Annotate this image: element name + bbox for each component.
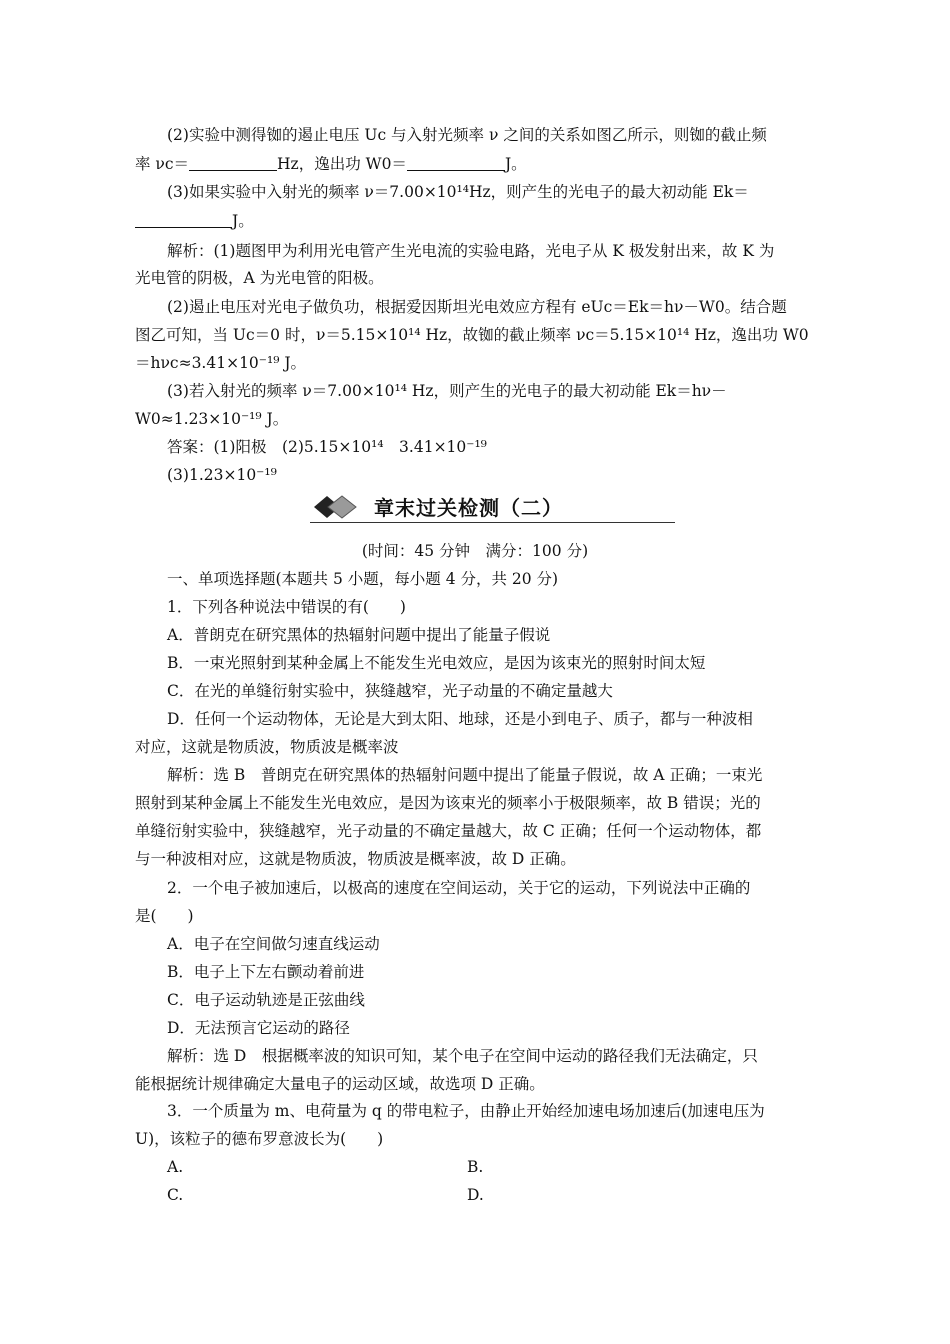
analysis-line: W0≈1.23×10⁻¹⁹ J。 [135, 410, 289, 428]
option-b: B. [467, 1158, 484, 1176]
option-d: D. [467, 1186, 484, 1204]
option-c: C. [167, 1186, 184, 1204]
analysis-line: (2)遏止电压对光电子做负功，根据爱因斯坦光电效应方程有 eUc＝Ek＝hν－W0。结合题 [167, 298, 787, 316]
q-prev-part3-unit: J。 [232, 212, 254, 230]
section-heading [310, 495, 675, 525]
answer-line: (3)1.23×10⁻¹⁹ [167, 466, 277, 484]
answer-blank [407, 154, 505, 171]
analysis-line: 解析：(1)题图甲为利用光电管产生光电流的实验电路，光电子从 K 极发射出来，故 K 为 [167, 242, 775, 260]
answer-blank [135, 211, 232, 228]
option-d: D．任何一个运动物体，无论是大到太阳、地球，还是小到电子、质子，都与一种波相 [167, 710, 753, 728]
analysis-line: 能根据统计规律确定大量电子的运动区域，故选项 D 正确。 [135, 1075, 545, 1093]
question-stem: 2．一个电子被加速后，以极高的速度在空间运动，关于它的运动，下列说法中正确的 [167, 879, 751, 897]
question-stem-continued: U)，该粒子的德布罗意波长为( ) [135, 1130, 384, 1148]
analysis-line: 图乙可知，当 Uc＝0 时，ν＝5.15×10¹⁴ Hz，故铷的截止频率 νc＝5.15×10¹⁴ Hz，逸出功 W0 [135, 326, 809, 344]
question-stem: 3．一个质量为 m、电荷量为 q 的带电粒子，由静止开始经加速电场加速后(加速电压为 [167, 1102, 765, 1120]
analysis-line: 与一种波相对应，这就是物质波，物质波是概率波，故 D 正确。 [135, 850, 576, 868]
option-c: C．在光的单缝衍射实验中，狭缝越窄，光子动量的不确定量越大 [167, 682, 613, 700]
q-prev-part2-line2 [135, 153, 527, 175]
analysis-line: 单缝衍射实验中，狭缝越窄，光子动量的不确定量越大，故 C 正确；任何一个运动物体，都 [135, 822, 762, 840]
analysis-line: 光电管的阴极，A 为光电管的阳极。 [135, 269, 384, 287]
option-c: C．电子运动轨迹是正弦曲线 [167, 991, 365, 1009]
option-b: B．一束光照射到某种金属上不能发生光电效应，是因为该束光的照射时间太短 [167, 654, 706, 672]
option-d-continued: 对应，这就是物质波，物质波是概率波 [135, 738, 399, 756]
answer-blank [189, 154, 277, 171]
section-title: 章末过关检测（二） [374, 496, 563, 520]
section-subtitle: (时间：45 分钟 满分：100 分) [361, 542, 589, 560]
option-a: A．普朗克在研究黑体的热辐射问题中提出了能量子假说 [167, 626, 551, 644]
option-a: A. [167, 1158, 184, 1176]
analysis-line: 解析：选 D 根据概率波的知识可知，某个电子在空间中运动的路径我们无法确定，只 [167, 1047, 758, 1065]
q-prev-part2-workfunction-label: Hz，逸出功 W0＝ [277, 155, 407, 173]
option-a: A．电子在空间做匀速直线运动 [167, 935, 380, 953]
question-stem: 1．下列各种说法中错误的有( ) [167, 598, 406, 616]
q-prev-part3-line2 [135, 210, 254, 232]
analysis-line: (3)若入射光的频率 ν＝7.00×10¹⁴ Hz，则产生的光电子的最大初动能 Ek＝hν－ [167, 382, 727, 400]
option-d: D．无法预言它运动的路径 [167, 1019, 350, 1037]
option-b: B．电子上下左右颤动着前进 [167, 963, 365, 981]
answer-line: 答案：(1)阳极 (2)5.15×10¹⁴ 3.41×10⁻¹⁹ [167, 438, 487, 456]
q-prev-part3-line1: (3)如果实验中入射光的频率 ν＝7.00×10¹⁴Hz，则产生的光电子的最大初动能 Ek＝ [167, 183, 749, 201]
question-stem-continued: 是( ) [135, 907, 194, 925]
q-prev-part2-cutoff-label: 率 νc＝ [135, 155, 190, 173]
double-diamond-icon [314, 495, 368, 519]
q-prev-part2-line1: (2)实验中测得铷的遏止电压 Uc 与入射光频率 ν 之间的关系如图乙所示，则铷的截止频 [167, 126, 767, 144]
heading-rule [310, 522, 675, 523]
analysis-line: 解析：选 B 普朗克在研究黑体的热辐射问题中提出了能量子假说，故 A 正确；一束光 [167, 766, 763, 784]
part-heading: 一、单项选择题(本题共 5 小题，每小题 4 分，共 20 分) [167, 570, 559, 588]
analysis-line: ＝hνc≈3.41×10⁻¹⁹ J。 [135, 354, 307, 372]
analysis-line: 照射到某种金属上不能发生光电效应，是因为该束光的频率小于极限频率，故 B 错误；光的 [135, 794, 761, 812]
q-prev-part2-unit: J。 [504, 155, 527, 173]
